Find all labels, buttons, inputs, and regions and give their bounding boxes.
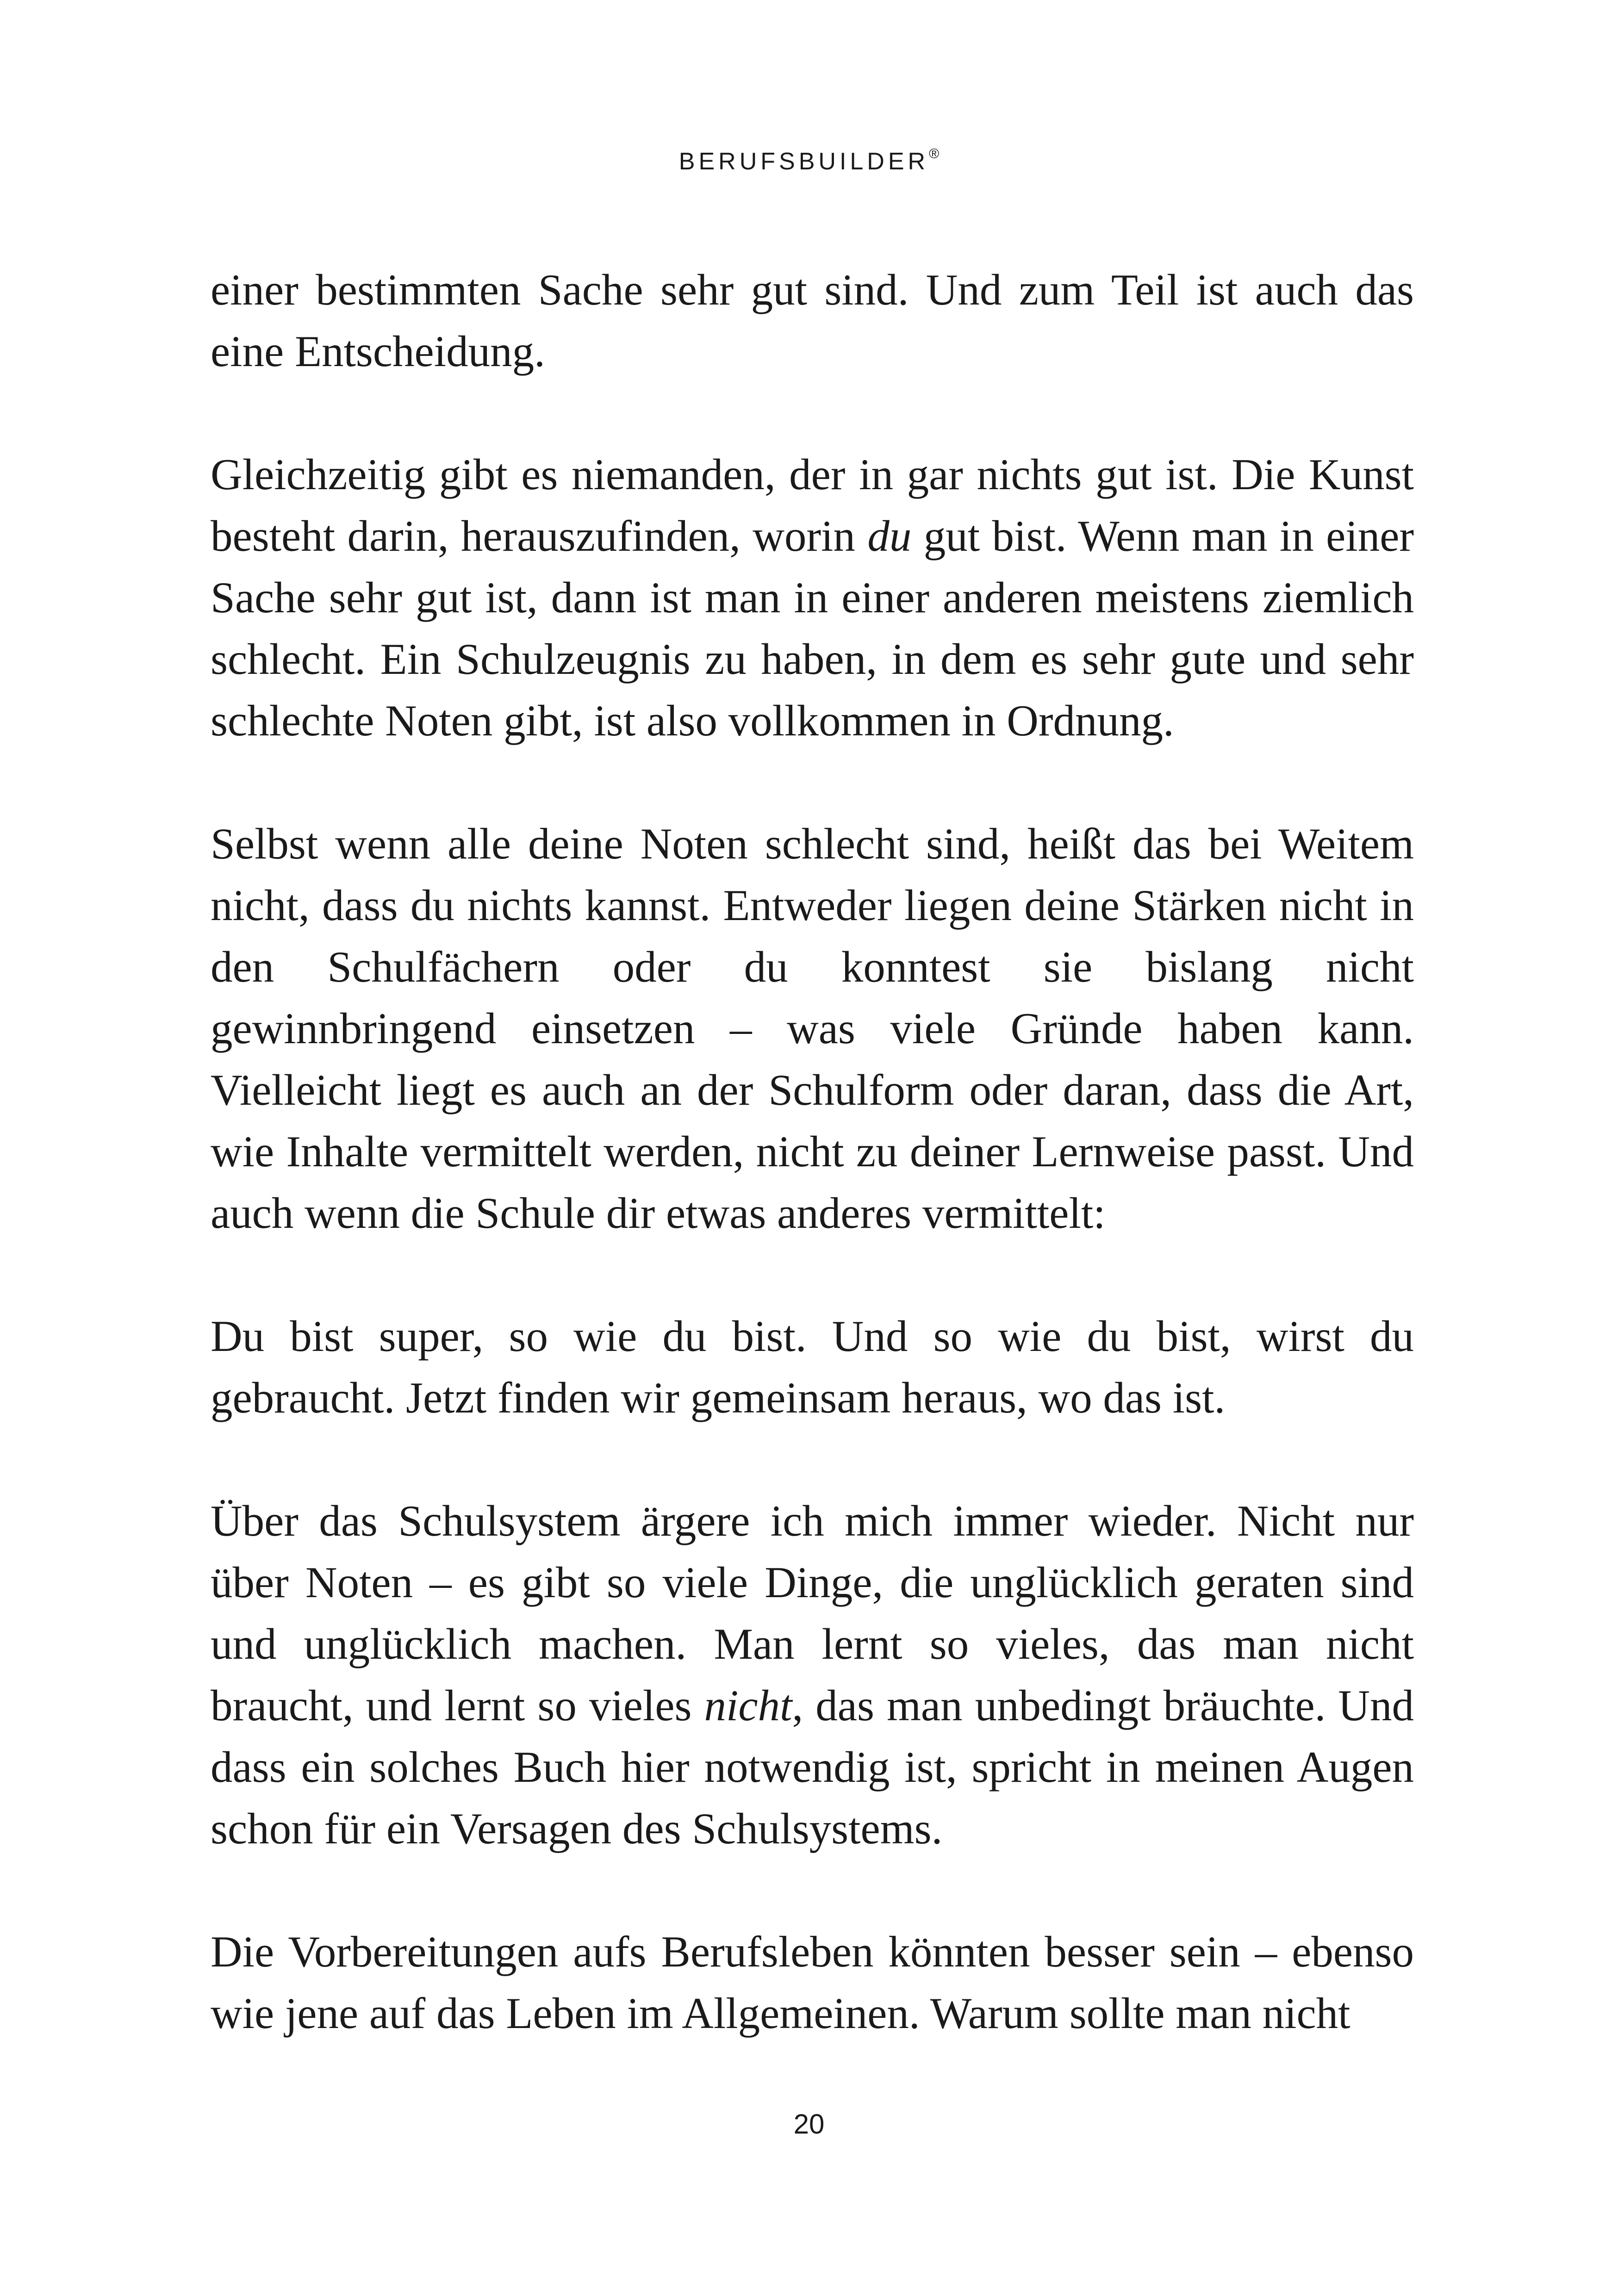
running-header (0, 147, 1618, 174)
page-number: 20 (793, 2109, 825, 2140)
paragraph (211, 1490, 1414, 1860)
emphasis-text: du (867, 511, 912, 560)
paragraph: Selbst wenn alle deine Noten schlecht sind, heißt das bei Weitem nicht, dass du nichts kannst. Entweder liegen deine Stärken nicht in den Schulfächern oder du konntest sie bislang nicht gewinnbringend einsetzen – was viele Gründe haben kann. Vielleicht liegt es auch an der Schulform oder daran, dass die Art, wie Inhalte vermittelt werden, nicht zu deiner Lernweise passt. Und auch wenn die Schule dir etwas anderes vermittelt: (211, 819, 1414, 1238)
paragraph: Die Vorbereitungen aufs Berufsleben könnten besser sein – ebenso wie jene auf das Leben im Allgemeinen. Warum sollte man nicht (211, 1927, 1414, 2038)
paragraph: Du bist super, so wie du bist. Und so wie du bist, wirst du gebraucht. Jetzt finden wir gemeinsam heraus, wo das ist. (211, 1312, 1414, 1422)
paragraph-text: , das man unbedingt bräuchte. Und dass ein solches Buch hier notwendig ist, spricht in meinen Augen schon für ein Versagen des Schulsystems. (211, 1681, 1414, 1853)
paragraph-text: Gleichzeitig gibt es niemanden, der in gar nichts gut ist. Die Kunst besteht darin, herauszufinden, worin (211, 450, 1414, 560)
registered-mark: ® (929, 146, 940, 162)
paragraph-text: Über das Schulsystem ärgere ich mich immer wieder. Nicht nur über Noten – es gibt so viele Dinge, die unglücklich geraten sind und unglücklich machen. Man lernt so vieles, das man nicht braucht, und lernt so vieles (211, 1496, 1414, 1730)
book-title: BERUFSBUILDER (678, 148, 929, 175)
body-text (211, 259, 1414, 2044)
paragraph-text: gut bist. Wenn man in einer Sache sehr gut ist, dann ist man in einer anderen meistens ziemlich schlecht. Ein Schulzeugnis zu haben, in dem es sehr gute und sehr schlechte Noten gibt, ist also vollkommen in Ordnung. (211, 511, 1414, 745)
emphasis-text: nicht (704, 1681, 792, 1730)
paragraph (211, 444, 1414, 752)
paragraph: einer bestimmten Sache sehr gut sind. Und zum Teil ist auch das eine Entscheidung. (211, 265, 1414, 376)
